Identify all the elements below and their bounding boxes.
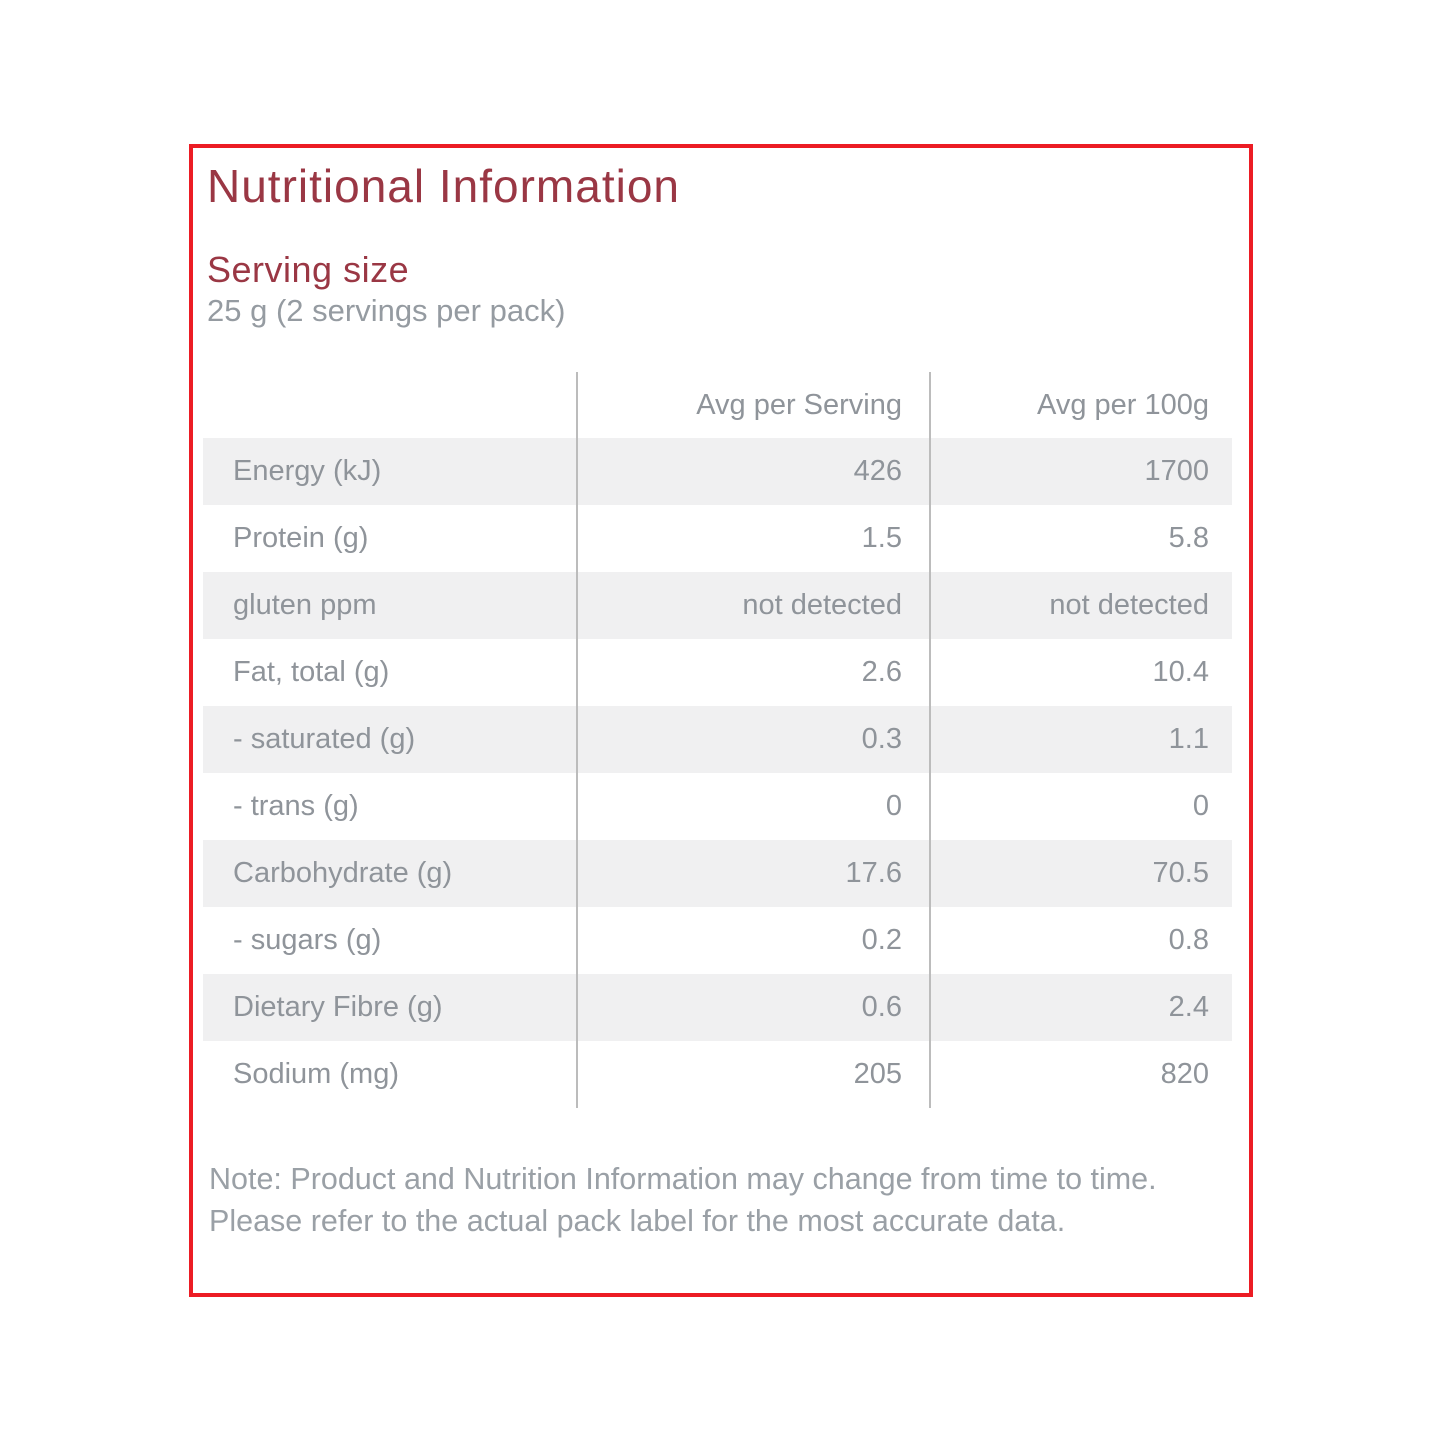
table-row (203, 438, 1232, 505)
table-row (203, 840, 1232, 907)
per-100g-value-cell: 0 (930, 773, 1232, 840)
per-100g-value-cell: 1.1 (930, 706, 1232, 773)
per-serving-value-cell: 426 (577, 438, 930, 505)
nutrition-table-header (203, 372, 1232, 438)
per-serving-value-cell: 17.6 (577, 840, 930, 907)
serving-size-label: Serving size (207, 249, 410, 290)
per-serving-value-cell: 1.5 (577, 505, 930, 572)
serving-size-value: 25 g (2 servings per pack) (207, 293, 566, 328)
per-serving-value-cell: 0 (577, 773, 930, 840)
table-row (203, 907, 1232, 974)
nutrition-table-body (203, 438, 1232, 1108)
nutrient-label-cell: gluten ppm (203, 572, 577, 639)
per-100g-value-cell: 2.4 (930, 974, 1232, 1041)
nutrient-label-cell: Fat, total (g) (233, 656, 390, 688)
per-serving-value-cell: 0.2 (577, 907, 930, 974)
table-row (203, 773, 1232, 840)
header-cell-per-100g: Avg per 100g (930, 372, 1232, 438)
per-100g-value-cell: 820 (930, 1041, 1232, 1108)
table-row (203, 505, 1232, 572)
nutrient-label-cell: - sugars (g) (233, 924, 382, 956)
table-row (203, 572, 1232, 639)
nutrient-label-cell: - saturated (g) (203, 706, 577, 773)
nutrient-label-cell: Dietary Fibre (g) (203, 974, 577, 1041)
per-100g-value-cell: not detected (930, 572, 1232, 639)
per-serving-value-cell: 2.6 (577, 639, 930, 706)
nutrient-label-cell: Energy (kJ) (203, 438, 577, 505)
header-cell-blank (203, 372, 577, 438)
table-row (203, 706, 1232, 773)
per-100g-value-cell: 10.4 (930, 639, 1232, 706)
table-row (203, 974, 1232, 1041)
per-100g-value-cell: 5.8 (930, 505, 1232, 572)
per-100g-value-cell: 70.5 (930, 840, 1232, 907)
per-serving-value-cell: 0.6 (577, 974, 930, 1041)
per-serving-value-cell: not detected (577, 572, 930, 639)
nutrient-label-cell: Sodium (mg) (233, 1058, 399, 1090)
nutrient-label-cell: Protein (g) (233, 522, 369, 554)
disclaimer-note: Note: Product and Nutrition Information may change from time to time. Please refer to the actual pack label for the most accurate data. (209, 1162, 1157, 1238)
header-row (203, 372, 1232, 438)
nutrient-label-cell: Carbohydrate (g) (203, 840, 577, 907)
per-100g-value-cell: 1700 (930, 438, 1232, 505)
table-row (203, 639, 1232, 706)
panel-title: Nutritional Information (207, 160, 680, 212)
nutrition-panel (189, 144, 1253, 1297)
per-100g-value-cell: 0.8 (930, 907, 1232, 974)
header-cell-per-serving: Avg per Serving (577, 372, 930, 438)
per-serving-value-cell: 0.3 (577, 706, 930, 773)
per-serving-value-cell: 205 (577, 1041, 930, 1108)
table-row (203, 1041, 1232, 1108)
nutrition-table (203, 372, 1232, 1108)
nutrient-label-cell: - trans (g) (233, 790, 359, 822)
